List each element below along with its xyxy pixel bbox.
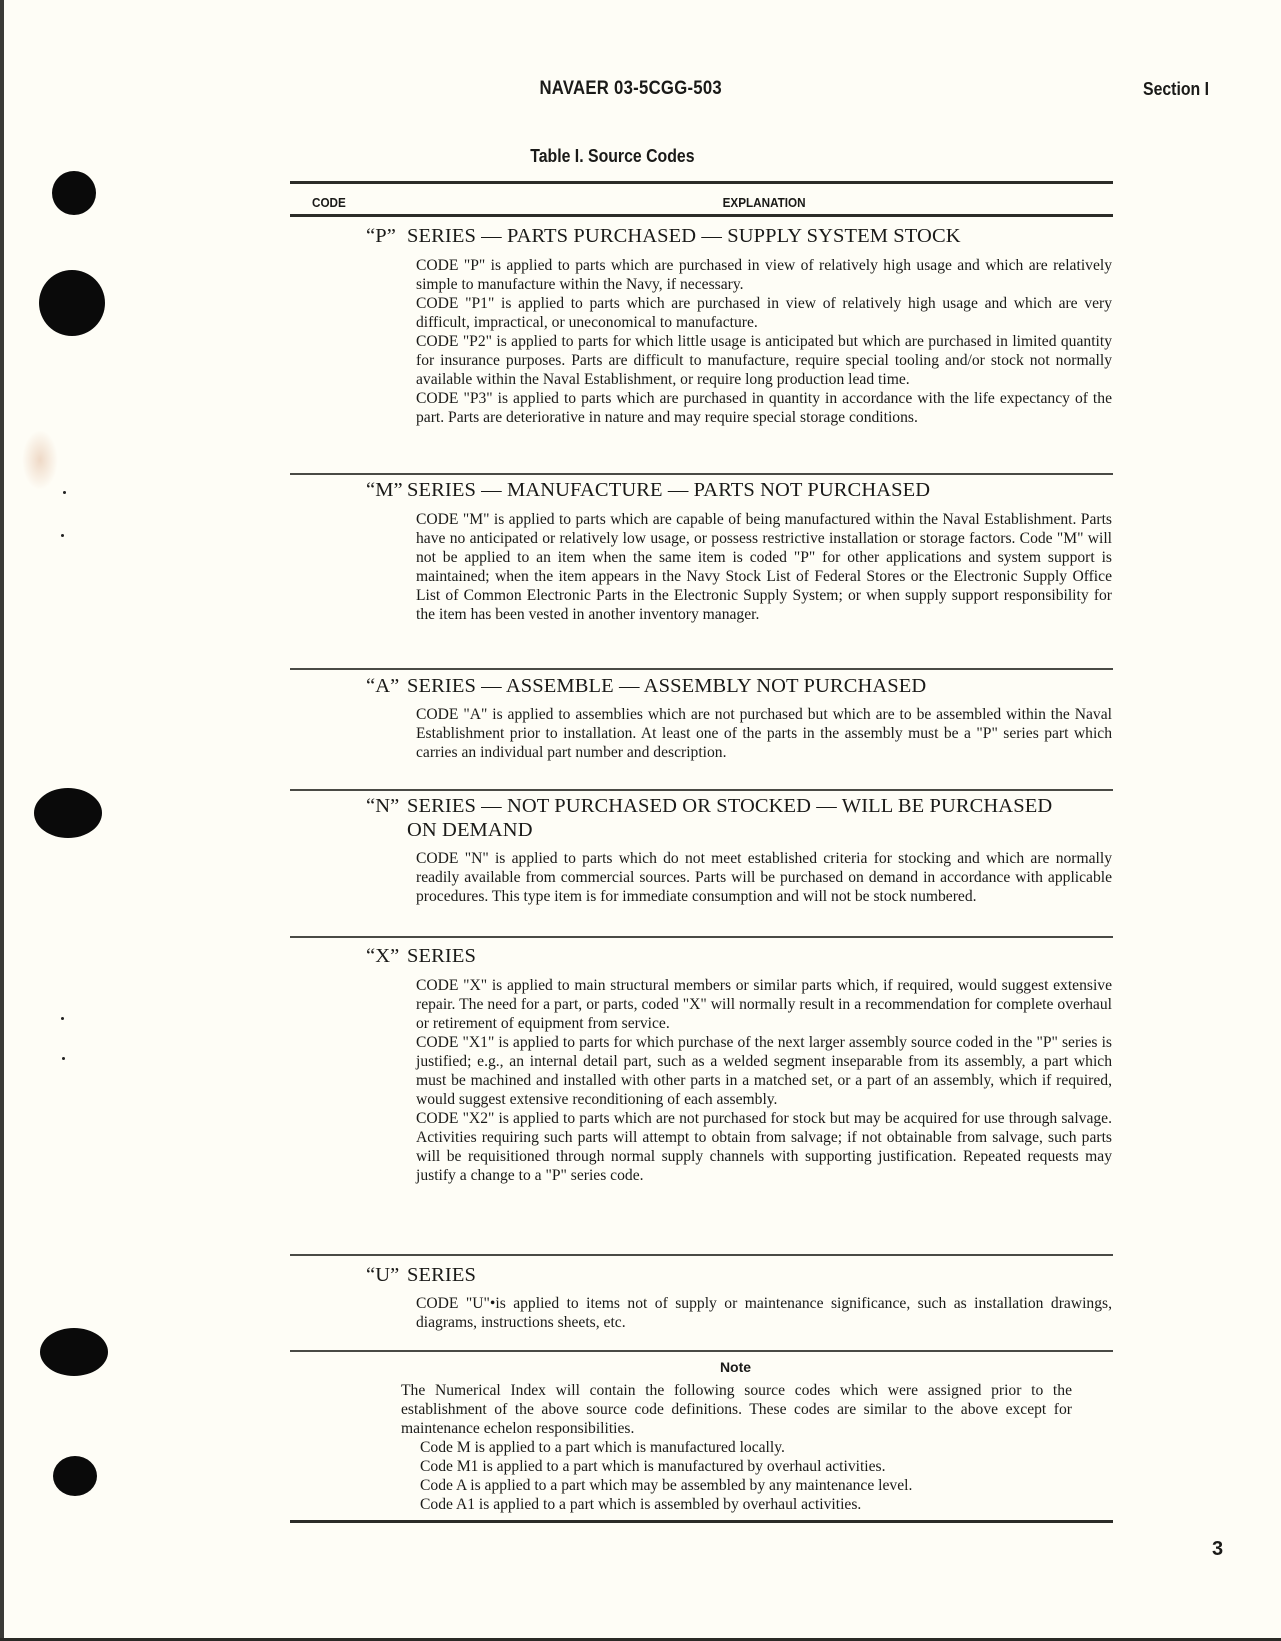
code-paragraph: CODE "N" is applied to parts which do not meet established criteria for stocking and which are normally readily available from commercial sources. Parts will be purchased on demand in accordance with applicable procedures. This type item is for immediate consumption and will not be stock numbered. — [416, 850, 1112, 905]
series-code: “M” — [366, 479, 403, 501]
series-title-continued: ON DEMAND — [407, 819, 533, 841]
punch-hole — [53, 1456, 97, 1496]
series-code: “N” — [366, 795, 400, 817]
series-body-x — [416, 976, 1112, 1185]
column-header-explanation: EXPLANATION — [723, 195, 806, 210]
series-body-u — [416, 1294, 1112, 1332]
note-item: Code M1 is applied to a part which is manufactured by overhaul activities. — [420, 1458, 886, 1475]
code-paragraph: CODE "U"•is applied to items not of supply or maintenance significance, such as installation drawings, diagrams, instructions sheets, etc. — [416, 1295, 1112, 1331]
table-bottom-rule — [290, 1520, 1113, 1523]
series-title: SERIES — PARTS PURCHASED — SUPPLY SYSTEM STOCK — [407, 225, 961, 247]
column-header-code: CODE — [312, 195, 346, 210]
document-number: NAVAER 03-5CGG-503 — [539, 78, 722, 99]
paper-speck — [61, 1017, 64, 1020]
note-item: Code M is applied to a part which is manufactured locally. — [420, 1439, 785, 1456]
paper-speck — [62, 1057, 65, 1060]
series-code: “X” — [366, 945, 400, 967]
series-code: “A” — [366, 675, 400, 697]
series-heading-n — [366, 794, 1052, 842]
page-number: 3 — [1212, 1538, 1224, 1560]
series-body-p — [416, 256, 1112, 427]
section-label: Section I — [1143, 79, 1210, 99]
table-title: Table I. Source Codes — [530, 146, 695, 166]
code-paragraph: CODE "X" is applied to main structural members or similar parts which, if required, would suggest extensive repair. The need for a part, or parts, coded "X" will normally result in a recommendation for complete overhaul or retirement of equipment from service. — [416, 977, 1112, 1032]
page-edge-left — [0, 0, 4, 1641]
note-code-list — [420, 1438, 912, 1514]
series-divider — [290, 936, 1113, 938]
punch-hole — [39, 270, 105, 336]
code-paragraph: CODE "A" is applied to assemblies which are not purchased but which are to be assembled within the Naval Establishment prior to installation. At least one of the parts in the assembly must be a "P" series part which carries an individual part number and description. — [416, 706, 1112, 761]
series-body-n — [416, 849, 1112, 906]
series-title: SERIES — MANUFACTURE — PARTS NOT PURCHASED — [407, 479, 931, 501]
series-code: “P” — [366, 225, 396, 247]
series-heading-m — [366, 478, 930, 502]
paper-stain — [22, 430, 58, 490]
punch-hole — [34, 788, 102, 838]
note-item: Code A1 is applied to a part which is assembled by overhaul activities. — [420, 1496, 862, 1513]
code-paragraph: CODE "P1" is applied to parts which are purchased in view of relatively high usage and which are very difficult, impractical, or uneconomical to manufacture. — [416, 295, 1112, 331]
series-divider — [290, 1254, 1113, 1256]
code-paragraph: CODE "X2" is applied to parts which are not purchased for stock but may be acquired for use through salvage. Activities requiring such parts will attempt to obtain from salvage; if not obtainable from salvage, such parts will be requisitioned through normal supply channels with supporting justification. Repeated requests may justify a change to a "P" series code. — [416, 1110, 1112, 1184]
series-divider — [290, 1350, 1113, 1352]
series-title: SERIES — ASSEMBLE — ASSEMBLY NOT PURCHASED — [407, 675, 927, 697]
series-body-a — [416, 705, 1112, 762]
series-heading-u — [366, 1263, 476, 1287]
code-paragraph: CODE "P3" is applied to parts which are purchased in quantity in accordance with the life expectancy of the part. Parts are deteriorative in nature and may require special storage conditions. — [416, 390, 1112, 426]
series-title: SERIES — [407, 1264, 476, 1286]
code-paragraph: CODE "P2" is applied to parts for which little usage is anticipated but which are purchased in limited quantity for insurance purposes. Parts are difficult to manufacture, require special tooling and/or stock not normally available within the Naval Establishment, or require long production lead time. — [416, 333, 1112, 388]
paper-speck — [63, 491, 66, 494]
series-divider — [290, 473, 1113, 475]
note-label: Note — [719, 1359, 752, 1375]
series-heading-a — [366, 674, 926, 698]
code-paragraph: CODE "M" is applied to parts which are capable of being manufactured within the Naval Establishment. Parts have no anticipated or relatively low usage, or possess restrictive installation or storage factors. Code "M" will not be applied to an item when the same item is coded "P" for other applications and system support is maintained; when the item appears in the Navy Stock List of Federal Stores or the Electronic Supply Office List of Common Electronic Parts in the Electronic Supply System; or when supply support responsibility for the item has been vested in another inventory manager. — [416, 511, 1112, 623]
code-paragraph: CODE "P" is applied to parts which are purchased in view of relatively high usage and which are relatively simple to manufacture within the Navy, if necessary. — [416, 257, 1112, 293]
series-heading-x — [366, 944, 476, 968]
note-paragraph: The Numerical Index will contain the following source codes which were assigned prior to the establishment of the above source code definitions. These codes are similar to the above except for maintenance echelon responsibilities. — [401, 1382, 1072, 1437]
table-header-rule — [290, 214, 1113, 217]
code-paragraph: CODE "X1" is applied to parts for which purchase of the next larger assembly source coded in the "P" series is justified; e.g., an internal detail part, such as a welded segment inseparable from its assembly, a part which must be machined and installed with other parts in a matched set, or a part of an assembly, which if required, would suggest extensive reconditioning of each assembly. — [416, 1034, 1112, 1108]
note-item: Code A is applied to a part which may be assembled by any maintenance level. — [420, 1477, 913, 1494]
series-heading-p — [366, 224, 961, 248]
series-divider — [290, 668, 1113, 670]
paper-speck — [61, 534, 64, 537]
series-body-m — [416, 510, 1112, 624]
series-divider — [290, 789, 1113, 791]
series-code: “U” — [366, 1264, 400, 1286]
note-text — [401, 1381, 1072, 1438]
series-title: SERIES — [407, 945, 476, 967]
table-top-rule — [290, 181, 1113, 184]
series-title: SERIES — NOT PURCHASED OR STOCKED — WILL BE PURCHASED — [407, 795, 1053, 817]
